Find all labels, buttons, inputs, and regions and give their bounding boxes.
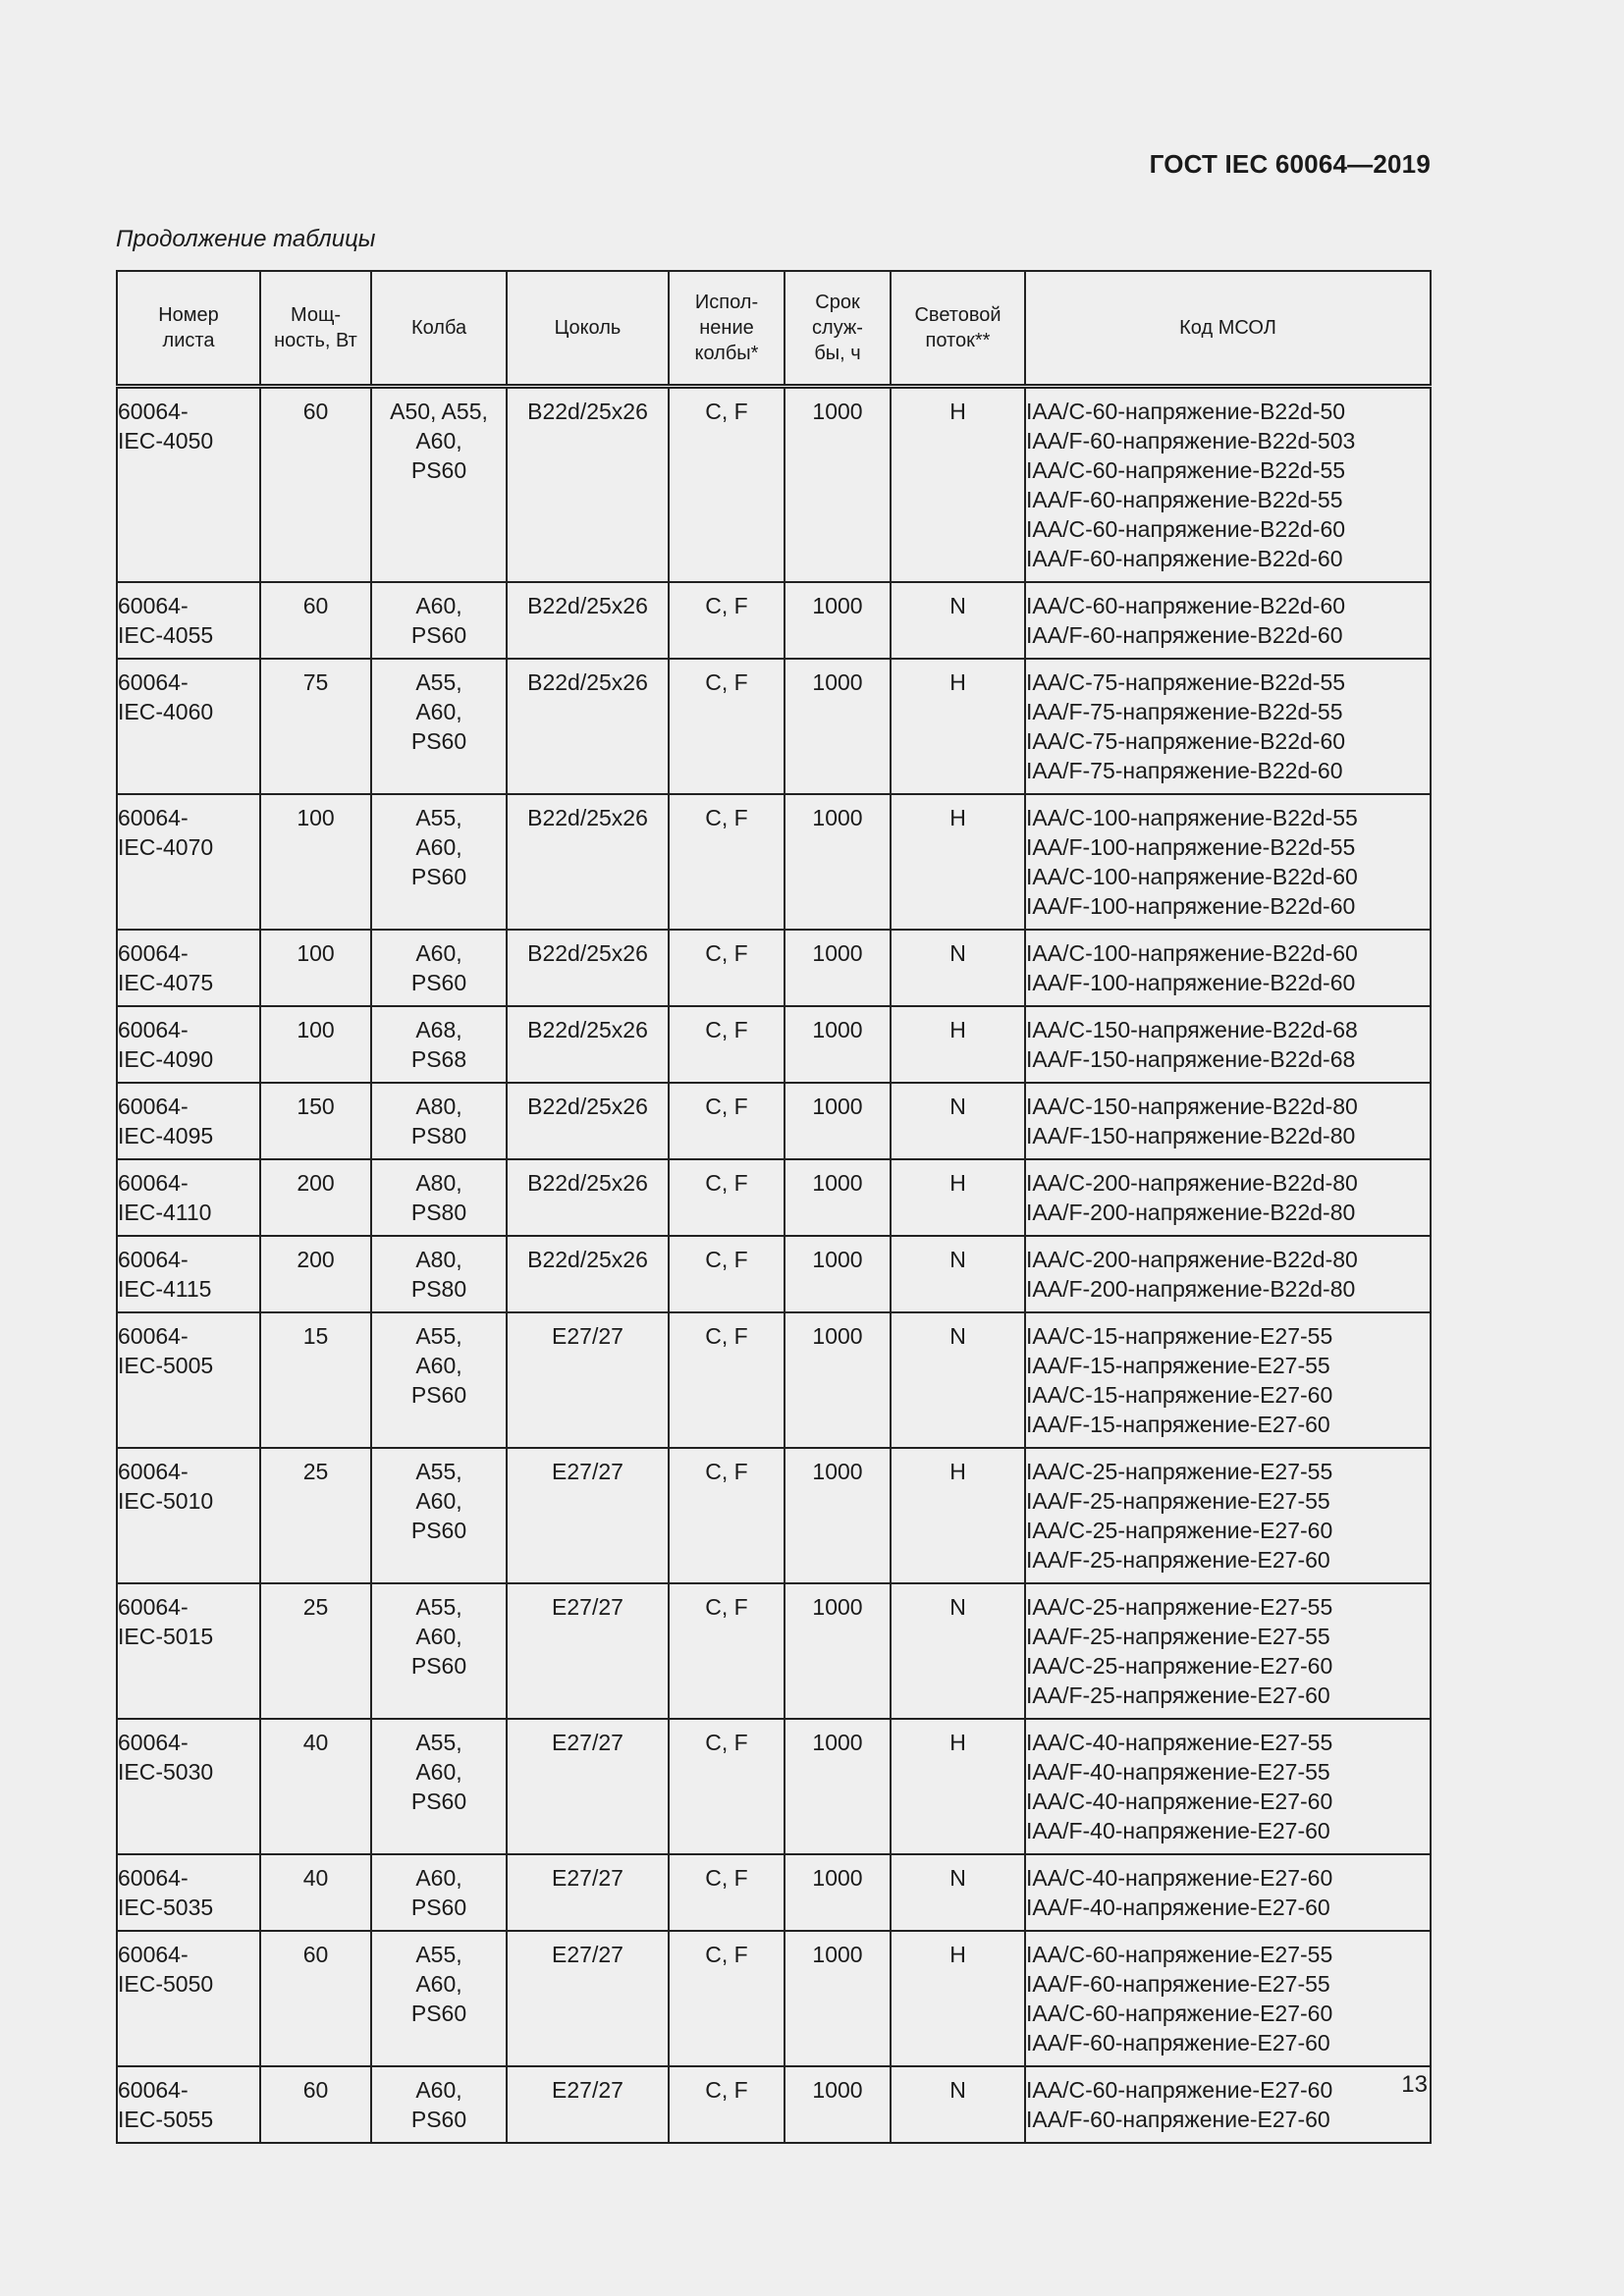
cell-ilcos-code-line: IAA/F-40-напряжение-E27-60 (1026, 1818, 1330, 1843)
cell-bulb-line: A50, A55, (390, 399, 488, 424)
cell-sheet-number (117, 1931, 260, 2066)
table-row (117, 1931, 1431, 2066)
cell-bulb (371, 1854, 507, 1931)
cell-power: 60 (260, 1931, 371, 2066)
cell-flux: N (891, 1854, 1025, 1931)
col-header-code: Код МСОЛ (1025, 271, 1431, 387)
cell-bulb-line: A55, (415, 1323, 462, 1349)
cell-sheet-number-line: IEC-4060 (118, 699, 214, 724)
cell-bulb-line: A55, (415, 1594, 462, 1620)
cell-power: 100 (260, 930, 371, 1006)
cell-ilcos-code (1025, 1583, 1431, 1719)
cell-ilcos-code-line: IAA/F-60-напряжение-B22d-60 (1026, 546, 1343, 571)
cell-ilcos-code-line: IAA/C-25-напряжение-E27-55 (1026, 1459, 1333, 1484)
cell-ilcos-code-line: IAA/F-40-напряжение-E27-60 (1026, 1895, 1330, 1920)
cell-ilcos-code-line: IAA/C-100-напряжение-B22d-55 (1026, 805, 1358, 830)
table-row (117, 582, 1431, 659)
cell-bulb (371, 1312, 507, 1448)
cell-sheet-number-line: IEC-5005 (118, 1353, 214, 1378)
table-body (117, 387, 1431, 2144)
cell-ilcos-code-line: IAA/C-75-напряжение-B22d-55 (1026, 669, 1346, 695)
col-header-sheet: Номер листа (117, 271, 260, 387)
cell-bulb (371, 582, 507, 659)
cell-sheet-number-line: 60064- (118, 940, 189, 966)
cell-sheet-number-line: IEC-4095 (118, 1123, 214, 1148)
cell-sheet-number-line: IEC-5015 (118, 1624, 214, 1649)
cell-ilcos-code-line: IAA/F-200-напряжение-B22d-80 (1026, 1276, 1356, 1302)
cell-sheet-number-line: 60064- (118, 593, 189, 618)
col-header-flux: Световой поток** (891, 271, 1025, 387)
cell-ilcos-code (1025, 582, 1431, 659)
table-row (117, 659, 1431, 794)
cell-cap: B22d/25x26 (507, 659, 669, 794)
cell-sheet-number-line: 60064- (118, 1094, 189, 1119)
cell-sheet-number-line: 60064- (118, 1594, 189, 1620)
cell-power: 100 (260, 794, 371, 930)
cell-bulb-version: C, F (669, 1448, 785, 1583)
cell-life: 1000 (785, 1159, 891, 1236)
cell-cap: B22d/25x26 (507, 582, 669, 659)
cell-sheet-number-line: IEC-5055 (118, 2107, 214, 2132)
cell-cap: E27/27 (507, 1583, 669, 1719)
cell-ilcos-code-line: IAA/C-60-напряжение-B22d-60 (1026, 516, 1346, 542)
cell-bulb-line: A60, (415, 699, 462, 724)
cell-bulb-version: C, F (669, 1006, 785, 1083)
cell-sheet-number-line: 60064- (118, 669, 189, 695)
cell-ilcos-code-line: IAA/F-150-напряжение-B22d-80 (1026, 1123, 1356, 1148)
cell-ilcos-code-line: IAA/C-60-напряжение-B22d-55 (1026, 457, 1346, 483)
table-row (117, 1236, 1431, 1312)
cell-bulb-line: PS80 (410, 1276, 467, 1302)
cell-sheet-number (117, 1236, 260, 1312)
cell-life: 1000 (785, 659, 891, 794)
cell-bulb-line: A60, (415, 428, 462, 454)
cell-flux: H (891, 659, 1025, 794)
cell-sheet-number-line: 60064- (118, 1017, 189, 1042)
cell-sheet-number-line: IEC-4090 (118, 1046, 214, 1072)
cell-cap: B22d/25x26 (507, 930, 669, 1006)
cell-bulb-line: A60, (415, 1488, 462, 1514)
cell-power: 25 (260, 1583, 371, 1719)
cell-bulb-line: A60, (415, 1971, 462, 1997)
cell-power: 60 (260, 387, 371, 583)
header-row (117, 271, 1431, 387)
cell-sheet-number (117, 1854, 260, 1931)
cell-sheet-number (117, 2066, 260, 2143)
cell-flux: H (891, 1931, 1025, 2066)
cell-life: 1000 (785, 387, 891, 583)
cell-power: 100 (260, 1006, 371, 1083)
cell-bulb (371, 2066, 507, 2143)
cell-ilcos-code-line: IAA/F-60-напряжение-B22d-503 (1026, 428, 1356, 454)
cell-bulb-version: C, F (669, 1159, 785, 1236)
cell-ilcos-code-line: IAA/C-25-напряжение-E27-60 (1026, 1653, 1333, 1679)
cell-power: 200 (260, 1236, 371, 1312)
cell-bulb-line: PS60 (410, 457, 467, 483)
cell-power: 40 (260, 1854, 371, 1931)
cell-ilcos-code-line: IAA/F-40-напряжение-E27-55 (1026, 1759, 1330, 1785)
lamp-data-table (116, 270, 1432, 2144)
cell-bulb-version: C, F (669, 1236, 785, 1312)
cell-bulb-version: C, F (669, 1083, 785, 1159)
cell-ilcos-code (1025, 1854, 1431, 1931)
cell-ilcos-code (1025, 1312, 1431, 1448)
cell-power: 15 (260, 1312, 371, 1448)
cell-cap: E27/27 (507, 1719, 669, 1854)
cell-life: 1000 (785, 1931, 891, 2066)
cell-ilcos-code (1025, 794, 1431, 930)
cell-ilcos-code-line: IAA/C-60-напряжение-E27-60 (1026, 2077, 1333, 2103)
cell-sheet-number-line: IEC-5050 (118, 1971, 214, 1997)
cell-bulb-line: A60, (415, 834, 462, 860)
cell-flux: H (891, 794, 1025, 930)
cell-bulb-version: C, F (669, 794, 785, 930)
cell-power: 75 (260, 659, 371, 794)
table-row (117, 1448, 1431, 1583)
cell-ilcos-code-line: IAA/F-15-напряжение-E27-55 (1026, 1353, 1330, 1378)
cell-sheet-number (117, 1583, 260, 1719)
cell-flux: H (891, 1448, 1025, 1583)
cell-cap: B22d/25x26 (507, 1159, 669, 1236)
cell-sheet-number (117, 387, 260, 583)
cell-flux: H (891, 1719, 1025, 1854)
cell-cap: E27/27 (507, 1854, 669, 1931)
cell-ilcos-code-line: IAA/C-15-напряжение-E27-55 (1026, 1323, 1333, 1349)
cell-sheet-number (117, 1083, 260, 1159)
cell-bulb (371, 1719, 507, 1854)
cell-life: 1000 (785, 1854, 891, 1931)
cell-sheet-number-line: 60064- (118, 805, 189, 830)
cell-ilcos-code-line: IAA/F-100-напряжение-B22d-60 (1026, 893, 1356, 919)
table-row (117, 930, 1431, 1006)
cell-flux: H (891, 1159, 1025, 1236)
cell-sheet-number-line: 60064- (118, 1730, 189, 1755)
cell-sheet-number-line: 60064- (118, 2077, 189, 2103)
table-row (117, 1083, 1431, 1159)
cell-bulb-line: PS60 (410, 970, 467, 995)
cell-bulb (371, 1448, 507, 1583)
col-header-version: Испол-нение колбы* (669, 271, 785, 387)
cell-bulb-line: A60, (415, 940, 462, 966)
cell-bulb-line: A68, (415, 1017, 462, 1042)
cell-ilcos-code-line: IAA/C-150-напряжение-B22d-80 (1026, 1094, 1358, 1119)
cell-sheet-number (117, 582, 260, 659)
cell-bulb-line: A55, (415, 669, 462, 695)
cell-sheet-number-line: IEC-5035 (118, 1895, 214, 1920)
cell-power: 200 (260, 1159, 371, 1236)
cell-ilcos-code-line: IAA/F-25-напряжение-E27-55 (1026, 1488, 1330, 1514)
cell-ilcos-code (1025, 1719, 1431, 1854)
cell-bulb-version: C, F (669, 1854, 785, 1931)
cell-ilcos-code-line: IAA/F-75-напряжение-B22d-55 (1026, 699, 1343, 724)
cell-sheet-number (117, 930, 260, 1006)
cell-bulb-version: C, F (669, 1719, 785, 1854)
cell-ilcos-code-line: IAA/F-60-напряжение-B22d-60 (1026, 622, 1343, 648)
cell-sheet-number-line: IEC-4050 (118, 428, 214, 454)
cell-sheet-number-line: IEC-4070 (118, 834, 214, 860)
cell-bulb-line: A60, (415, 1624, 462, 1649)
cell-life: 1000 (785, 1719, 891, 1854)
cell-bulb-line: A60, (415, 2077, 462, 2103)
cell-bulb (371, 1931, 507, 2066)
cell-bulb-version: C, F (669, 1583, 785, 1719)
cell-ilcos-code-line: IAA/C-75-напряжение-B22d-60 (1026, 728, 1346, 754)
cell-bulb-line: PS60 (410, 1895, 467, 1920)
cell-ilcos-code-line: IAA/F-60-напряжение-E27-60 (1026, 2030, 1330, 2056)
cell-ilcos-code-line: IAA/F-150-напряжение-B22d-68 (1026, 1046, 1356, 1072)
cell-ilcos-code-line: IAA/C-60-напряжение-B22d-60 (1026, 593, 1346, 618)
cell-ilcos-code-line: IAA/C-25-напряжение-E27-55 (1026, 1594, 1333, 1620)
cell-ilcos-code (1025, 659, 1431, 794)
cell-cap: B22d/25x26 (507, 794, 669, 930)
cell-sheet-number (117, 1448, 260, 1583)
cell-ilcos-code (1025, 930, 1431, 1006)
cell-bulb-version: C, F (669, 387, 785, 583)
cell-bulb-line: PS60 (410, 1789, 467, 1814)
cell-bulb-line: A55, (415, 1459, 462, 1484)
document-code: ГОСТ IEC 60064—2019 (1149, 149, 1431, 179)
col-header-power: Мощ-ность, Вт (260, 271, 371, 387)
cell-ilcos-code-line: IAA/F-100-напряжение-B22d-60 (1026, 970, 1356, 995)
cell-sheet-number-line: 60064- (118, 1459, 189, 1484)
cell-sheet-number-line: IEC-4075 (118, 970, 214, 995)
cell-cap: B22d/25x26 (507, 1083, 669, 1159)
cell-ilcos-code-line: IAA/C-150-напряжение-B22d-68 (1026, 1017, 1358, 1042)
cell-sheet-number (117, 1006, 260, 1083)
cell-life: 1000 (785, 1583, 891, 1719)
cell-cap: E27/27 (507, 1312, 669, 1448)
cell-bulb-line: PS60 (410, 864, 467, 889)
cell-bulb-line: PS60 (410, 728, 467, 754)
cell-ilcos-code (1025, 2066, 1431, 2143)
cell-flux: H (891, 387, 1025, 583)
cell-flux: N (891, 1236, 1025, 1312)
cell-ilcos-code-line: IAA/F-25-напряжение-E27-55 (1026, 1624, 1330, 1649)
cell-power: 25 (260, 1448, 371, 1583)
table-row (117, 794, 1431, 930)
cell-bulb-line: A60, (415, 1353, 462, 1378)
cell-life: 1000 (785, 1448, 891, 1583)
cell-bulb-line: A60, (415, 593, 462, 618)
cell-bulb-version: C, F (669, 930, 785, 1006)
cell-ilcos-code (1025, 1083, 1431, 1159)
cell-bulb (371, 930, 507, 1006)
cell-ilcos-code-line: IAA/C-60-напряжение-E27-60 (1026, 2001, 1333, 2026)
cell-sheet-number-line: 60064- (118, 1170, 189, 1196)
cell-life: 1000 (785, 1083, 891, 1159)
cell-power: 40 (260, 1719, 371, 1854)
cell-bulb-line: PS60 (410, 2107, 467, 2132)
cell-bulb-version: C, F (669, 1312, 785, 1448)
cell-bulb-line: A80, (415, 1094, 462, 1119)
cell-sheet-number (117, 794, 260, 930)
cell-life: 1000 (785, 582, 891, 659)
table-row (117, 1719, 1431, 1854)
cell-bulb-line: A55, (415, 1942, 462, 1967)
cell-ilcos-code-line: IAA/F-100-напряжение-B22d-55 (1026, 834, 1356, 860)
cell-bulb-line: PS68 (410, 1046, 467, 1072)
cell-ilcos-code-line: IAA/F-25-напряжение-E27-60 (1026, 1682, 1330, 1708)
cell-ilcos-code-line: IAA/C-60-напряжение-B22d-50 (1026, 399, 1346, 424)
cell-ilcos-code (1025, 1236, 1431, 1312)
table-row (117, 1312, 1431, 1448)
cell-flux: N (891, 1083, 1025, 1159)
cell-bulb-line: PS60 (410, 2001, 467, 2026)
cell-bulb-line: PS60 (410, 1382, 467, 1408)
cell-bulb (371, 1006, 507, 1083)
cell-flux: H (891, 1006, 1025, 1083)
cell-power: 150 (260, 1083, 371, 1159)
cell-cap: E27/27 (507, 1448, 669, 1583)
cell-ilcos-code-line: IAA/C-200-напряжение-B22d-80 (1026, 1170, 1358, 1196)
table-row (117, 2066, 1431, 2143)
cell-life: 1000 (785, 794, 891, 930)
col-header-bulb: Колба (371, 271, 507, 387)
cell-sheet-number-line: 60064- (118, 1942, 189, 1967)
cell-flux: N (891, 2066, 1025, 2143)
cell-bulb (371, 1236, 507, 1312)
table-row (117, 1159, 1431, 1236)
cell-bulb-line: PS80 (410, 1200, 467, 1225)
cell-cap: B22d/25x26 (507, 387, 669, 583)
table-row (117, 1006, 1431, 1083)
cell-cap: B22d/25x26 (507, 1006, 669, 1083)
cell-flux: N (891, 930, 1025, 1006)
cell-cap: E27/27 (507, 2066, 669, 2143)
cell-flux: N (891, 582, 1025, 659)
cell-ilcos-code-line: IAA/C-100-напряжение-B22d-60 (1026, 940, 1358, 966)
cell-bulb-line: A55, (415, 1730, 462, 1755)
col-header-cap: Цоколь (507, 271, 669, 387)
cell-bulb-version: C, F (669, 582, 785, 659)
cell-ilcos-code (1025, 1931, 1431, 2066)
cell-bulb-line: A80, (415, 1170, 462, 1196)
cell-sheet-number-line: 60064- (118, 1865, 189, 1891)
table-row (117, 387, 1431, 583)
cell-cap: B22d/25x26 (507, 1236, 669, 1312)
cell-ilcos-code-line: IAA/C-100-напряжение-B22d-60 (1026, 864, 1358, 889)
cell-cap: E27/27 (507, 1931, 669, 2066)
cell-bulb (371, 387, 507, 583)
cell-sheet-number-line: IEC-4115 (118, 1276, 212, 1302)
cell-flux: N (891, 1312, 1025, 1448)
cell-ilcos-code-line: IAA/C-25-напряжение-E27-60 (1026, 1518, 1333, 1543)
cell-bulb-version: C, F (669, 2066, 785, 2143)
cell-bulb (371, 794, 507, 930)
cell-sheet-number-line: IEC-5010 (118, 1488, 214, 1514)
cell-life: 1000 (785, 1006, 891, 1083)
cell-power: 60 (260, 2066, 371, 2143)
col-header-life: Срок служ-бы, ч (785, 271, 891, 387)
cell-power: 60 (260, 582, 371, 659)
cell-ilcos-code-line: IAA/C-40-напряжение-E27-60 (1026, 1789, 1333, 1814)
cell-ilcos-code-line: IAA/F-15-напряжение-E27-60 (1026, 1412, 1330, 1437)
cell-ilcos-code (1025, 1159, 1431, 1236)
cell-ilcos-code (1025, 1006, 1431, 1083)
cell-ilcos-code (1025, 387, 1431, 583)
cell-bulb-line: A80, (415, 1247, 462, 1272)
cell-bulb-version: C, F (669, 659, 785, 794)
cell-sheet-number-line: IEC-4110 (118, 1200, 212, 1225)
cell-life: 1000 (785, 930, 891, 1006)
cell-ilcos-code-line: IAA/F-60-напряжение-E27-60 (1026, 2107, 1330, 2132)
cell-ilcos-code-line: IAA/C-15-напряжение-E27-60 (1026, 1382, 1333, 1408)
cell-bulb (371, 1083, 507, 1159)
cell-sheet-number (117, 659, 260, 794)
table-row (117, 1854, 1431, 1931)
cell-sheet-number-line: IEC-4055 (118, 622, 214, 648)
cell-bulb (371, 1583, 507, 1719)
cell-bulb-line: PS60 (410, 1653, 467, 1679)
cell-ilcos-code-line: IAA/F-60-напряжение-B22d-55 (1026, 487, 1343, 512)
table-caption: Продолжение таблицы (116, 226, 376, 252)
cell-sheet-number-line: 60064- (118, 1323, 189, 1349)
cell-bulb-line: A60, (415, 1865, 462, 1891)
cell-flux: N (891, 1583, 1025, 1719)
cell-bulb-line: PS60 (410, 1518, 467, 1543)
cell-sheet-number (117, 1719, 260, 1854)
cell-sheet-number (117, 1312, 260, 1448)
cell-ilcos-code (1025, 1448, 1431, 1583)
cell-sheet-number-line: 60064- (118, 1247, 189, 1272)
cell-ilcos-code-line: IAA/C-200-напряжение-B22d-80 (1026, 1247, 1358, 1272)
cell-bulb-line: PS80 (410, 1123, 467, 1148)
cell-ilcos-code-line: IAA/F-25-напряжение-E27-60 (1026, 1547, 1330, 1573)
cell-bulb-line: A60, (415, 1759, 462, 1785)
cell-ilcos-code-line: IAA/C-40-напряжение-E27-60 (1026, 1865, 1333, 1891)
cell-bulb (371, 1159, 507, 1236)
cell-ilcos-code-line: IAA/F-200-напряжение-B22d-80 (1026, 1200, 1356, 1225)
cell-ilcos-code-line: IAA/F-60-напряжение-E27-55 (1026, 1971, 1330, 1997)
cell-bulb (371, 659, 507, 794)
table-row (117, 1583, 1431, 1719)
cell-ilcos-code-line: IAA/C-40-напряжение-E27-55 (1026, 1730, 1333, 1755)
page-number: 13 (1401, 2071, 1428, 2098)
cell-life: 1000 (785, 1312, 891, 1448)
cell-bulb-line: A55, (415, 805, 462, 830)
cell-ilcos-code-line: IAA/F-75-напряжение-B22d-60 (1026, 758, 1343, 783)
cell-sheet-number-line: 60064- (118, 399, 189, 424)
cell-bulb-line: PS60 (410, 622, 467, 648)
cell-bulb-version: C, F (669, 1931, 785, 2066)
cell-sheet-number-line: IEC-5030 (118, 1759, 214, 1785)
cell-life: 1000 (785, 2066, 891, 2143)
cell-sheet-number (117, 1159, 260, 1236)
cell-ilcos-code-line: IAA/C-60-напряжение-E27-55 (1026, 1942, 1333, 1967)
cell-life: 1000 (785, 1236, 891, 1312)
